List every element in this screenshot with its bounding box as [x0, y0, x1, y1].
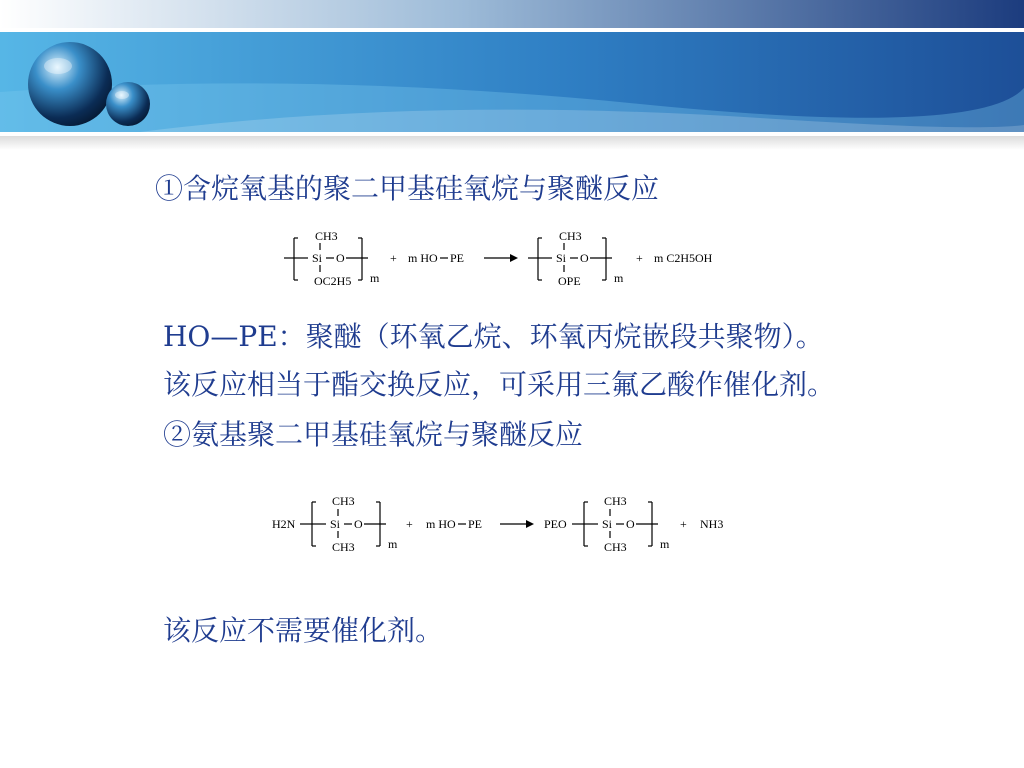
svg-text:m HO: m HO: [408, 251, 438, 265]
header-banner: [0, 0, 1024, 150]
svg-text:+: +: [680, 517, 687, 531]
svg-text:PEO: PEO: [544, 517, 567, 531]
svg-text:CH3: CH3: [332, 494, 355, 508]
svg-text:m: m: [660, 537, 670, 551]
svg-text:m: m: [370, 271, 380, 285]
svg-text:Si: Si: [312, 251, 323, 265]
hope-definition: HO—PE：聚醚（环氧乙烷、环氧丙烷嵌段共聚物）。: [163, 320, 824, 353]
svg-text:CH3: CH3: [315, 229, 338, 243]
reaction-equation-2: [268, 486, 738, 564]
svg-text:m C2H5OH: m C2H5OH: [654, 251, 713, 265]
svg-text:O: O: [354, 517, 363, 531]
svg-text:CH3: CH3: [559, 229, 582, 243]
svg-text:OPE: OPE: [558, 274, 581, 288]
svg-text:O: O: [336, 251, 345, 265]
svg-text:CH3: CH3: [332, 540, 355, 554]
svg-text:Si: Si: [330, 517, 341, 531]
heading-amino-reaction: ②氨基聚二甲基硅氧烷与聚醚反应: [163, 418, 584, 451]
svg-text:m HO: m HO: [426, 517, 456, 531]
svg-text:+: +: [636, 251, 643, 265]
svg-text:m: m: [614, 271, 624, 285]
catalyst-note-1: 该反应相当于酯交换反应，可采用三氟乙酸作催化剂。: [163, 368, 836, 401]
svg-text:OC2H5: OC2H5: [314, 274, 352, 288]
svg-text:m: m: [388, 537, 398, 551]
svg-text:+: +: [406, 517, 413, 531]
catalyst-note-2: 该反应不需要催化剂。: [163, 614, 444, 647]
svg-text:H2N: H2N: [272, 517, 296, 531]
svg-text:CH3: CH3: [604, 494, 627, 508]
svg-text:PE: PE: [450, 251, 465, 265]
svg-text:O: O: [580, 251, 589, 265]
svg-text:Si: Si: [556, 251, 567, 265]
svg-text:CH3: CH3: [604, 540, 627, 554]
svg-text:O: O: [626, 517, 635, 531]
svg-text:PE: PE: [468, 517, 483, 531]
heading-alkoxy-reaction: ①含烷氧基的聚二甲基硅氧烷与聚醚反应: [155, 172, 660, 205]
svg-text:Si: Si: [602, 517, 613, 531]
svg-text:+: +: [390, 251, 397, 265]
svg-text:NH3: NH3: [700, 517, 724, 531]
reaction-equation-1: [280, 222, 730, 298]
